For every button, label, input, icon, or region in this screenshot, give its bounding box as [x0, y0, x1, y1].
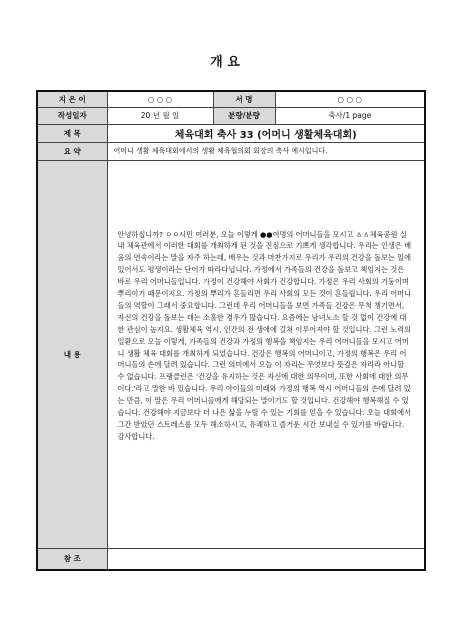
summary-label: 요 약 — [37, 142, 107, 160]
summary-value: 어머니 생활 체육대회에서의 생활 체육협의회 회장의 축사 예시입니다. — [107, 142, 425, 160]
name-label: 서 명 — [213, 91, 275, 107]
subject-value: 체육대회 축사 33 (어머니 생활체육대회) — [107, 124, 425, 142]
quantity-label: 분량/분량 — [213, 107, 275, 124]
author-label: 지 은 이 — [37, 91, 107, 107]
quantity-value: 축사/1 page — [275, 107, 425, 124]
author-value: ○ ○ ○ — [107, 91, 213, 107]
summary-table — [36, 90, 426, 571]
date-value: 20 년 월 일 — [107, 107, 213, 124]
name-value: ○ ○ ○ — [275, 91, 425, 107]
content-text: 안녕하십니까? ㅇㅇ시민 여러분, 오늘 이렇게 ●●여명의 어머니들을 모시고 ㅿㅿ체육공원 실내 체육관에서 이러한 대회를 개최하게 된 것을 진심으로 기쁘게 생각합니다. 우리는 인생은 배움의 연속이라는 말을 자주 하는데, 배우는 것과 마찬가지로 우리가 우리의 건강을 돌보는 일에 있어서도 평생이라는 단어가 따라다닙니다. 가정에서 가족들의 건강을 돌보고 책임지는 것은 바로 우리 어머니들입니다. 가정이 건강해야 사회가 건강합니다. 가정은 우리 사회의 기둥이며 뿌리이기 때문이지요. 가정의 뿌리가 흔들리면 우리 사회의 모든 것이 흔들립니다. 우리 어머니들의 역할이 그래서 중요합니다. 그런데 우리 어머니들을 보면 가족들 건강은 무척 챙기면서, 자신의 건강을 돌보는 데는 소홀한 경우가 많습니다. 요즘에는 남녀노소 할 것 없이 건강에 대한 관심이 높지요. 생활체육 역시, 인간의 전 생애에 걸쳐 이루어져야 할 것입니다. 그런 노력의 일환으로 오늘 이렇게, 가족들의 건강과 가정의 행복을 책임지는 우리 어머니들을 모시고 어머니 생활 체육 대회를 개최하게 되었습니다. 건강은 행복의 어머니이고, 가정의 행복은 우리 어머니들의 손에 달려 있습니다. 그런 의미에서 오늘 이 자리는 무엇보다 뜻깊은 자리라 아니할 수 없습니다. 프랭클린은 '건강을 유지하는 것은 자신에 대한 의무이며, 또한 사회에 대한 의무이다.'라고 말한 바 있습니다. 우리 아이들의 미래와 가정의 행복 역시 어머니들의 손에 달려 있는 만큼, 이 말은 우리 어머니들에게 해당되는 말이기도 할 것입니다. 건강해야 행복해질 수 있습니다. 건강해야 지금보다 더 나은 삶을 누릴 수 있는 기회를 얻을 수 있습니다. 오늘 대회에서 그간 받았던 스트레스를 모두 해소하시고, 유쾌하고 즐거운 시간 보내실 수 있기를 바랍니다. 감사합니다. — [117, 229, 412, 441]
content-label: 내 용 — [37, 160, 107, 548]
note-label: 참 조 — [37, 548, 107, 570]
document-title: 개 요 — [210, 55, 240, 70]
subject-label: 제 목 — [37, 124, 107, 142]
note-value — [107, 548, 425, 570]
content-cell — [107, 160, 425, 548]
date-label: 작성일자 — [37, 107, 107, 124]
